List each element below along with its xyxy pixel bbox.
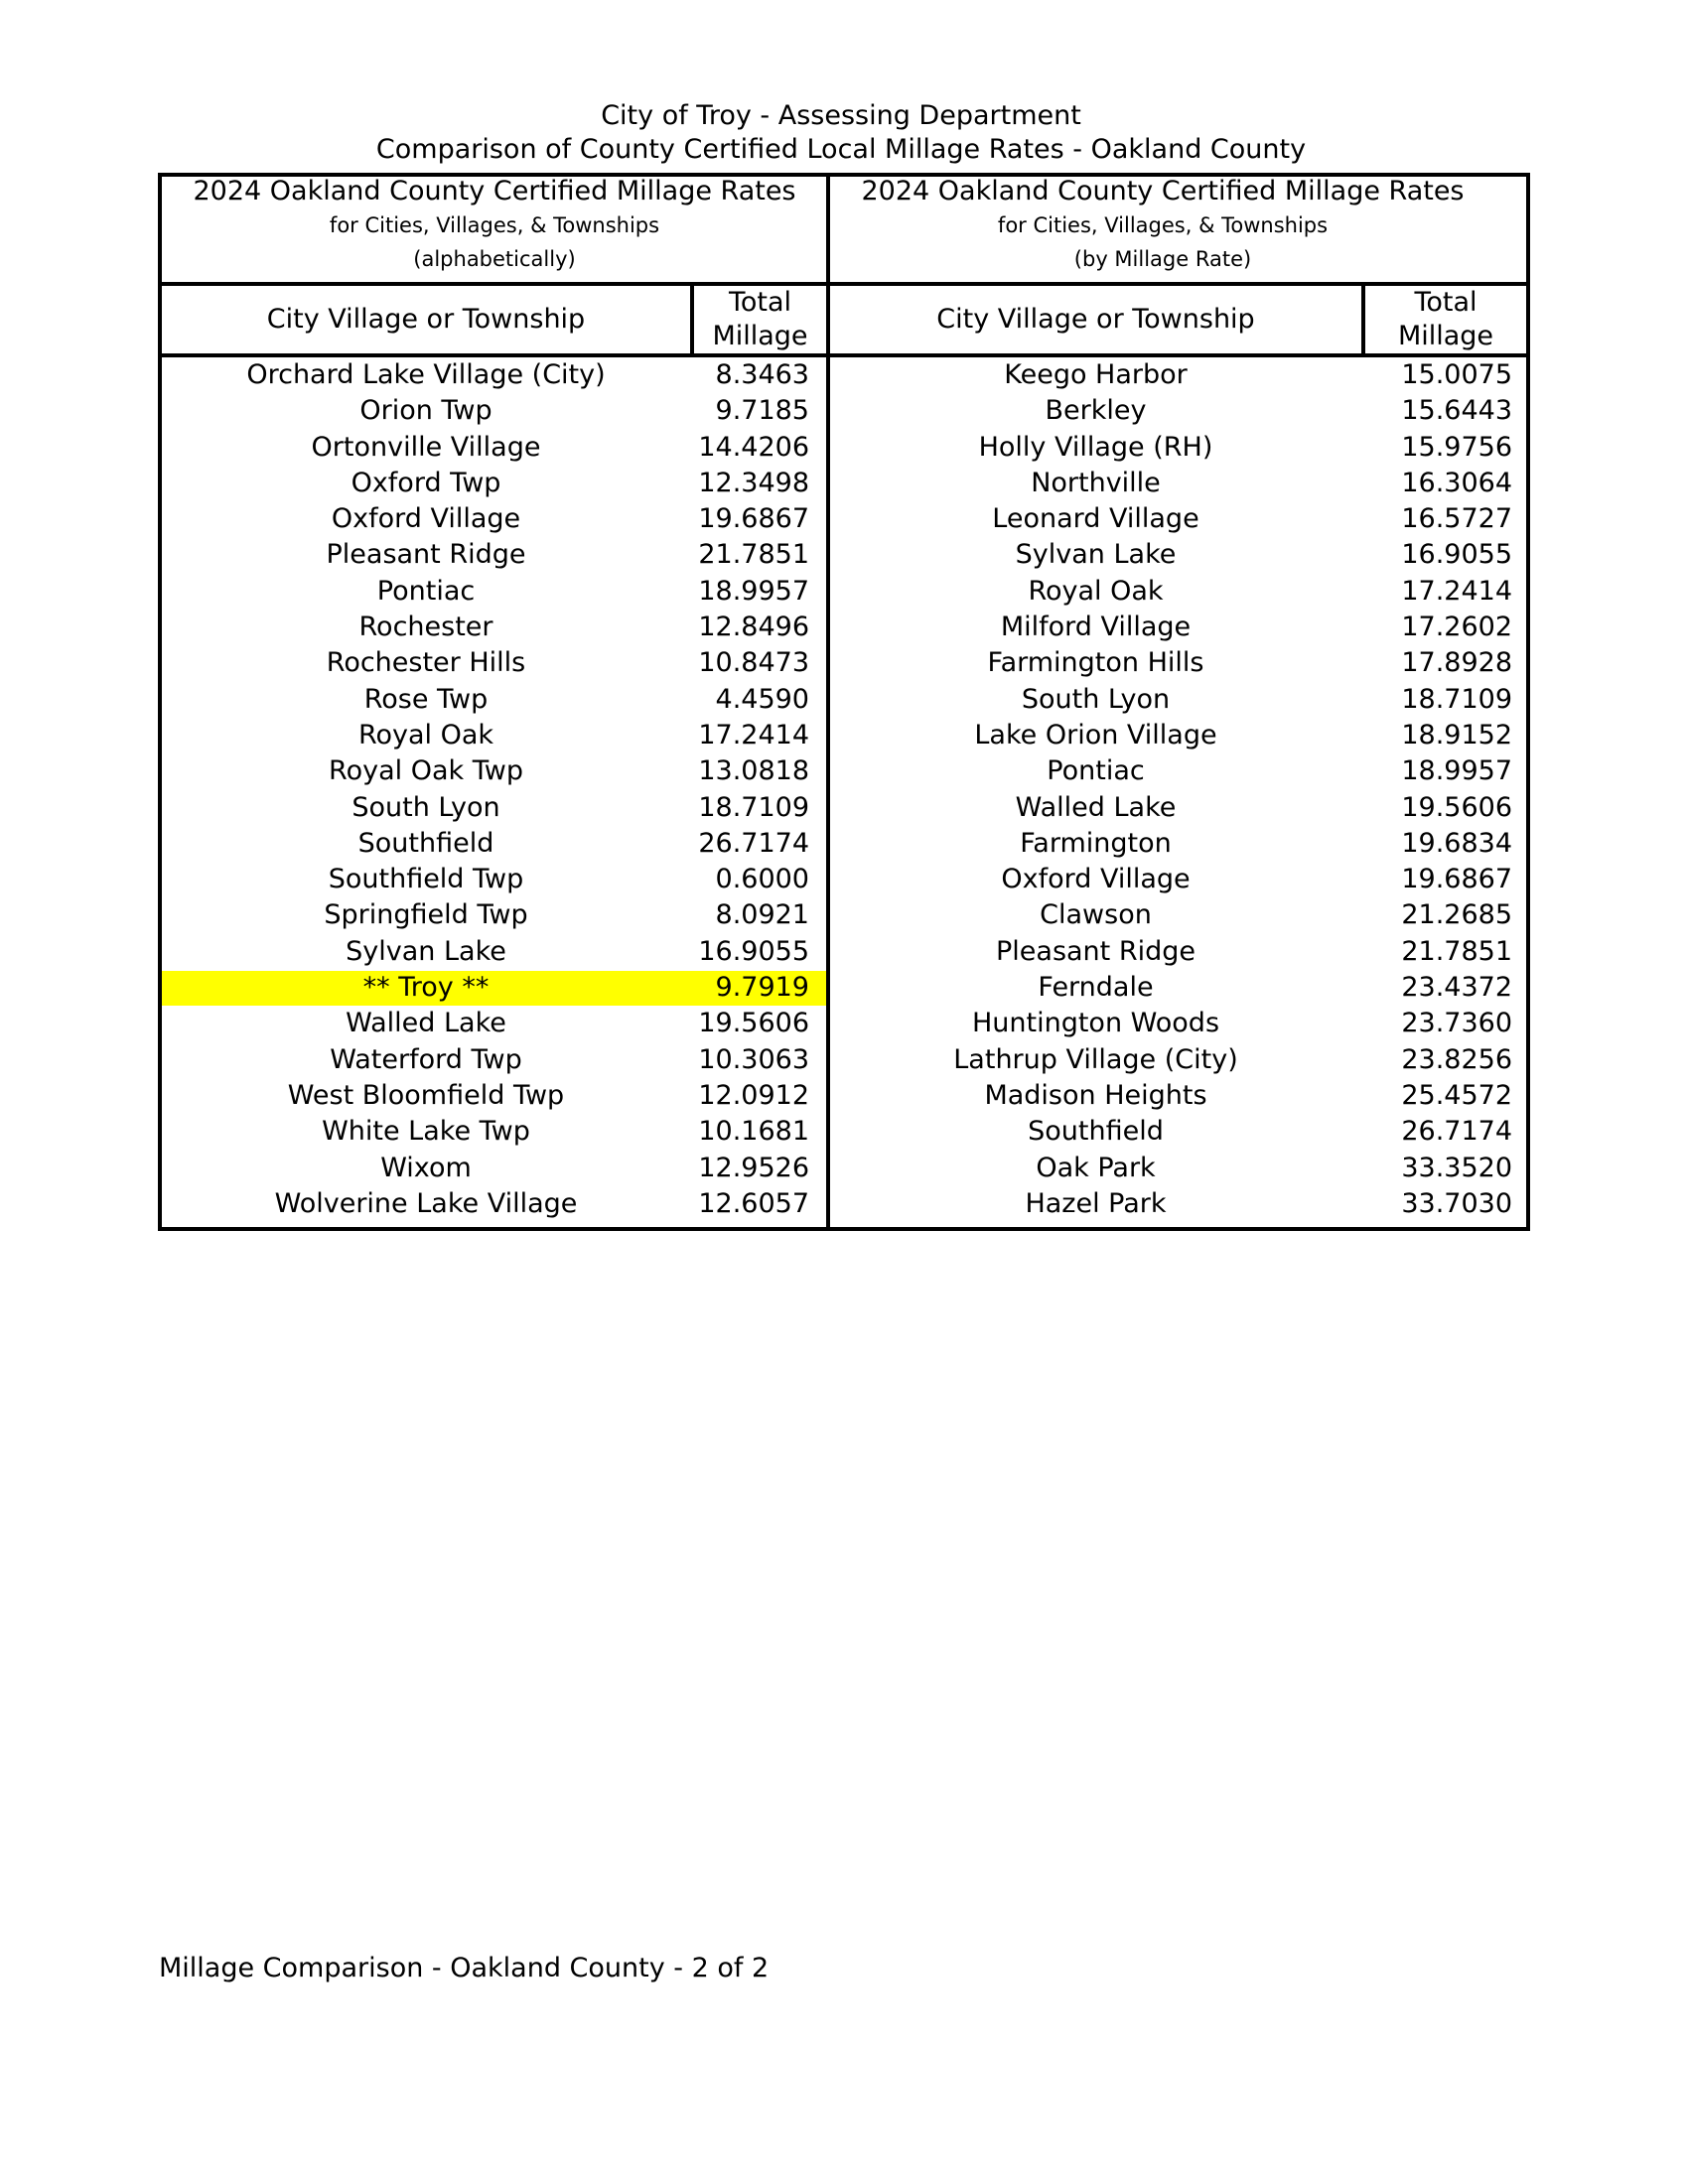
- right-table-row: [830, 1186, 1526, 1222]
- right-table-row: [830, 970, 1526, 1006]
- right-total-millage: 25.4572: [1401, 1079, 1512, 1111]
- left-total-header-line2: Millage: [712, 321, 808, 351]
- right-total-millage: 23.8256: [1401, 1043, 1512, 1075]
- left-table-row: [162, 1078, 826, 1114]
- left-municipality-name: Southfield: [357, 827, 494, 859]
- right-municipality-name: Milford Village: [1000, 612, 1192, 643]
- right-municipality-name: Huntington Woods: [971, 1008, 1220, 1039]
- page-subtitle: Comparison of County Certified Local Millage Rates - Oakland County: [375, 134, 1307, 165]
- right-rows: [830, 357, 1526, 1222]
- left-total-millage: 12.8496: [698, 612, 809, 643]
- right-table-row: [830, 682, 1526, 718]
- left-municipality-name: Wixom: [380, 1152, 472, 1183]
- right-table-row: [830, 897, 1526, 933]
- right-name-column-header: City Village or Township: [936, 304, 1255, 335]
- right-table-row: [830, 1078, 1526, 1114]
- right-total-millage: 18.9152: [1401, 719, 1512, 751]
- left-municipality-name: Oxford Twp: [351, 467, 501, 498]
- left-total-millage: 17.2414: [698, 719, 809, 751]
- right-municipality-name: Farmington Hills: [987, 647, 1204, 679]
- left-table-row: [162, 574, 826, 610]
- left-total-millage: 8.3463: [715, 359, 809, 390]
- right-municipality-name: Berkley: [1045, 395, 1147, 427]
- left-total-millage: 12.3498: [698, 467, 809, 498]
- right-total-millage: 17.8928: [1401, 647, 1512, 679]
- left-total-millage: 21.7851: [698, 539, 809, 571]
- right-municipality-name: Southfield: [1028, 1116, 1164, 1148]
- right-total-millage: 16.3064: [1401, 467, 1512, 498]
- left-table-row: [162, 1006, 826, 1041]
- right-total-millage: 17.2602: [1401, 612, 1512, 643]
- right-table-row: [830, 537, 1526, 573]
- right-municipality-name: Sylvan Lake: [1015, 539, 1177, 571]
- left-total-millage: 0.6000: [715, 864, 809, 895]
- right-municipality-name: Clawson: [1040, 899, 1152, 931]
- left-municipality-name: Wolverine Lake Village: [274, 1187, 578, 1219]
- right-total-millage: 26.7174: [1401, 1116, 1512, 1148]
- left-total-millage: 9.7919: [715, 972, 809, 1004]
- left-table-row: [162, 897, 826, 933]
- left-municipality-name: Rochester: [358, 612, 493, 643]
- right-municipality-name: Royal Oak: [1028, 575, 1164, 607]
- left-table-row: [162, 537, 826, 573]
- right-total-millage: 17.2414: [1401, 575, 1512, 607]
- right-municipality-name: Walled Lake: [1015, 791, 1177, 823]
- right-total-header-line2: Millage: [1397, 321, 1494, 351]
- right-table-row: [830, 753, 1526, 789]
- right-municipality-name: Madison Heights: [984, 1079, 1207, 1111]
- left-municipality-name: South Lyon: [352, 791, 500, 823]
- left-name-column-header: City Village or Township: [266, 304, 586, 335]
- right-table-row: [830, 466, 1526, 501]
- right-table-row: [830, 934, 1526, 970]
- right-total-millage: 19.6867: [1401, 864, 1512, 895]
- right-table-row: [830, 862, 1526, 897]
- right-section-subheading: for Cities, Villages, & Townships: [997, 213, 1329, 237]
- right-municipality-name: Keego Harbor: [1004, 359, 1188, 390]
- right-table-row: [830, 1151, 1526, 1186]
- left-table-row: [162, 718, 826, 753]
- left-municipality-name: Orchard Lake Village (City): [246, 359, 606, 390]
- right-table-row: [830, 790, 1526, 826]
- right-total-millage: 15.6443: [1401, 395, 1512, 427]
- left-total-millage: 4.4590: [715, 683, 809, 715]
- left-total-millage: 12.9526: [698, 1152, 809, 1183]
- right-municipality-name: Leonard Village: [992, 503, 1199, 535]
- right-municipality-name: Pontiac: [1047, 755, 1145, 787]
- left-municipality-name: Orion Twp: [359, 395, 492, 427]
- left-total-millage: 10.3063: [698, 1043, 809, 1075]
- left-total-millage: 13.0818: [698, 755, 809, 787]
- left-total-millage: 10.8473: [698, 647, 809, 679]
- left-section-sort-note: (alphabetically): [413, 247, 576, 271]
- right-municipality-name: Oxford Village: [1001, 864, 1191, 895]
- left-table-row: [162, 1114, 826, 1150]
- right-table-row: [830, 610, 1526, 645]
- left-total-millage: 8.0921: [715, 899, 809, 931]
- left-municipality-name: Waterford Twp: [330, 1043, 522, 1075]
- left-total-millage: 16.9055: [698, 935, 809, 967]
- right-municipality-name: Oak Park: [1036, 1152, 1156, 1183]
- left-table-row: [162, 466, 826, 501]
- right-total-millage: 21.2685: [1401, 899, 1512, 931]
- left-total-millage: 19.6867: [698, 503, 809, 535]
- left-table-row: [162, 1186, 826, 1222]
- right-total-millage: 33.3520: [1401, 1152, 1512, 1183]
- right-total-column-header: [1365, 286, 1526, 353]
- left-total-millage: 18.9957: [698, 575, 809, 607]
- left-table-row: [162, 790, 826, 826]
- left-table-row: [162, 610, 826, 645]
- left-table-row: [162, 645, 826, 681]
- left-municipality-name: White Lake Twp: [322, 1116, 530, 1148]
- left-municipality-name: Sylvan Lake: [346, 935, 506, 967]
- left-municipality-name: Southfield Twp: [328, 864, 524, 895]
- left-table-row: [162, 862, 826, 897]
- right-total-millage: 15.9756: [1401, 431, 1512, 463]
- right-municipality-name: Holly Village (RH): [978, 431, 1213, 463]
- left-total-millage: 14.4206: [698, 431, 809, 463]
- right-total-millage: 21.7851: [1401, 935, 1512, 967]
- left-table-row: [162, 393, 826, 429]
- left-total-millage: 10.1681: [698, 1116, 809, 1148]
- right-total-millage: 19.6834: [1401, 827, 1512, 859]
- right-table-row: [830, 1042, 1526, 1078]
- page-title: City of Troy - Assessing Department: [601, 100, 1081, 131]
- left-table-row: [162, 1151, 826, 1186]
- right-total-header-line1: Total: [1414, 287, 1477, 318]
- left-section-heading: 2024 Oakland County Certified Millage Rates: [193, 176, 796, 206]
- left-municipality-name: Royal Oak Twp: [329, 755, 523, 787]
- right-table-row: [830, 430, 1526, 466]
- left-table-row: [162, 826, 826, 862]
- right-total-millage: 19.5606: [1401, 791, 1512, 823]
- right-table-row: [830, 645, 1526, 681]
- right-table-row: [830, 1114, 1526, 1150]
- right-municipality-name: Hazel Park: [1025, 1187, 1167, 1219]
- left-municipality-name: ** Troy **: [362, 972, 490, 1004]
- right-municipality-name: Northville: [1031, 467, 1161, 498]
- right-table-row: [830, 357, 1526, 393]
- right-municipality-name: Ferndale: [1038, 972, 1154, 1004]
- left-total-header-line1: Total: [728, 287, 792, 318]
- left-municipality-name: Rose Twp: [363, 683, 489, 715]
- right-table-row: [830, 718, 1526, 753]
- right-municipality-name: Lake Orion Village: [974, 719, 1217, 751]
- left-table-row: [162, 970, 826, 1006]
- left-municipality-name: Pleasant Ridge: [326, 539, 526, 571]
- left-municipality-name: Oxford Village: [331, 503, 521, 535]
- left-total-millage: 26.7174: [698, 827, 809, 859]
- right-table-row: [830, 574, 1526, 610]
- right-total-millage: 23.4372: [1401, 972, 1512, 1004]
- right-municipality-name: Pleasant Ridge: [996, 935, 1196, 967]
- left-total-column-header: [694, 286, 826, 353]
- right-municipality-name: South Lyon: [1021, 683, 1171, 715]
- right-total-millage: 16.5727: [1401, 503, 1512, 535]
- left-municipality-name: Springfield Twp: [324, 899, 528, 931]
- page-footer: Millage Comparison - Oakland County - 2 of 2: [159, 1953, 770, 1983]
- right-total-millage: 18.7109: [1401, 683, 1512, 715]
- left-table-row: [162, 753, 826, 789]
- right-total-millage: 23.7360: [1401, 1008, 1512, 1039]
- left-municipality-name: Ortonville Village: [311, 431, 541, 463]
- left-table-row: [162, 430, 826, 466]
- right-municipality-name: Farmington: [1020, 827, 1172, 859]
- right-table-row: [830, 1006, 1526, 1041]
- right-total-millage: 18.9957: [1401, 755, 1512, 787]
- left-total-millage: 12.0912: [698, 1079, 809, 1111]
- left-municipality-name: Royal Oak: [357, 719, 494, 751]
- left-total-millage: 12.6057: [698, 1187, 809, 1219]
- right-table-row: [830, 826, 1526, 862]
- left-rows: [162, 357, 826, 1222]
- right-table-row: [830, 501, 1526, 537]
- right-section-header: [830, 175, 1495, 276]
- right-section-heading: 2024 Oakland County Certified Millage Rates: [861, 176, 1465, 206]
- left-table-row: [162, 357, 826, 393]
- left-total-millage: 9.7185: [715, 395, 809, 427]
- right-table-row: [830, 393, 1526, 429]
- left-table-row: [162, 682, 826, 718]
- left-municipality-name: West Bloomfield Twp: [287, 1079, 565, 1111]
- left-section-subheading: for Cities, Villages, & Townships: [329, 213, 660, 237]
- left-municipality-name: Rochester Hills: [326, 647, 526, 679]
- left-section-header: [162, 175, 827, 276]
- left-municipality-name: Pontiac: [376, 575, 476, 607]
- right-total-millage: 33.7030: [1401, 1187, 1512, 1219]
- right-section-sort-note: (by Millage Rate): [1073, 247, 1252, 271]
- left-table-row: [162, 1042, 826, 1078]
- right-total-millage: 15.0075: [1401, 359, 1512, 390]
- left-total-millage: 19.5606: [698, 1008, 809, 1039]
- left-municipality-name: Walled Lake: [346, 1008, 506, 1039]
- right-total-millage: 16.9055: [1401, 539, 1512, 571]
- left-total-millage: 18.7109: [698, 791, 809, 823]
- left-table-row: [162, 501, 826, 537]
- left-table-row: [162, 934, 826, 970]
- right-municipality-name: Lathrup Village (City): [953, 1043, 1238, 1075]
